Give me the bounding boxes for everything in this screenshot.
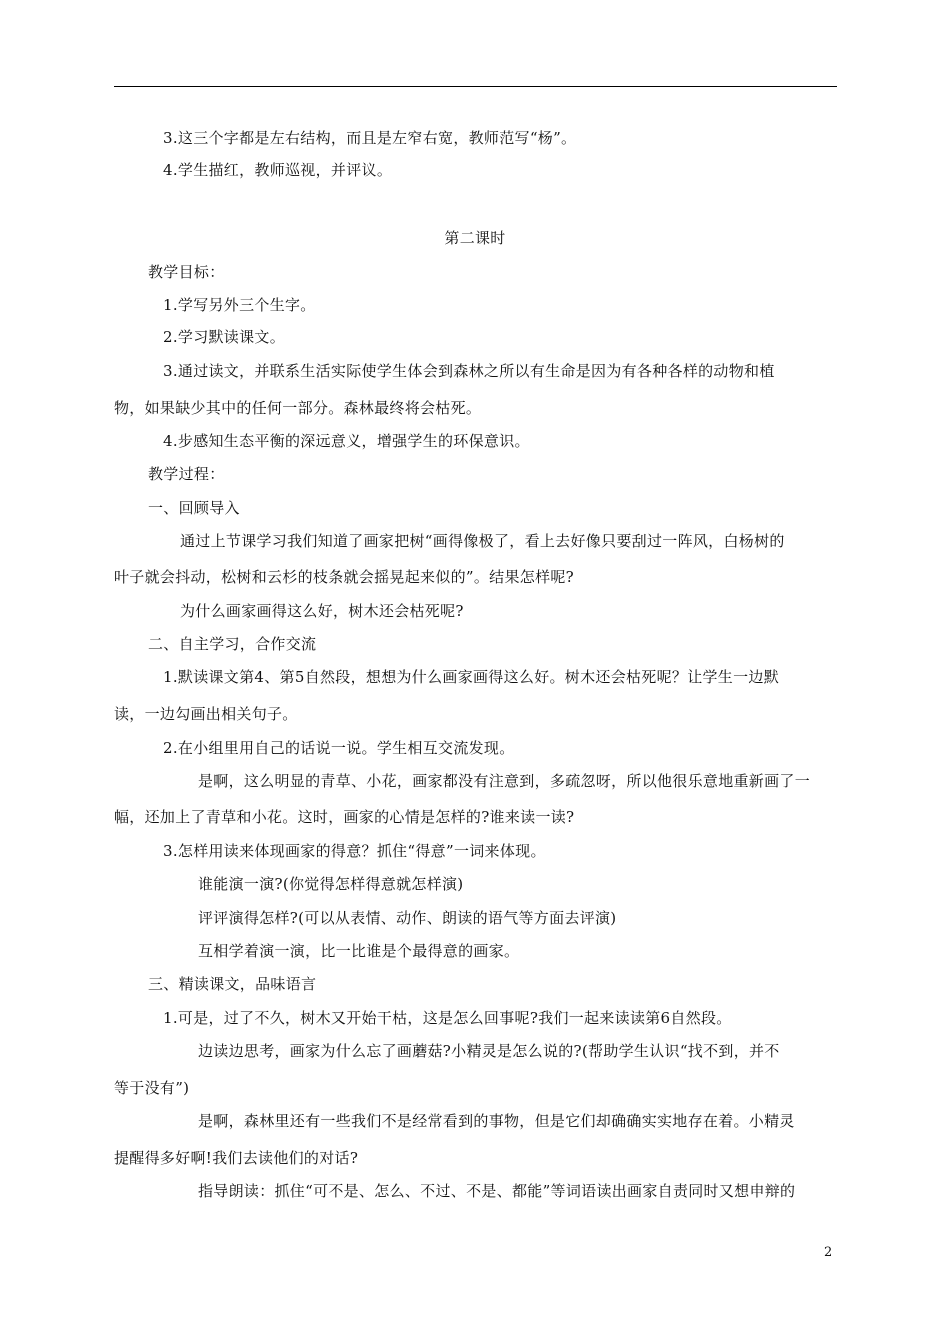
text-line: 叶子就会抖动，松树和云杉的枝条就会摇晃起来似的”。结果怎样呢? xyxy=(114,568,575,586)
text-line: 评评演得怎样?(可以从表情、动作、朗读的语气等方面去评演) xyxy=(198,909,617,927)
text-line: 1.默读课文第4、第5自然段，想想为什么画家画得这么好。树木还会枯死呢？让学生一边默 xyxy=(163,668,780,686)
text-line: 4.步感知生态平衡的深远意义，增强学生的环保意识。 xyxy=(163,432,530,450)
text-line: 物，如果缺少其中的任何一部分。森林最终将会枯死。 xyxy=(114,399,482,417)
text-line: 是啊，森林里还有一些我们不是经常看到的事物，但是它们却确确实实地存在着。小精灵 xyxy=(198,1112,795,1130)
text-line: 幅，还加上了青草和小花。这时，画家的心情是怎样的?谁来读一读? xyxy=(114,808,575,826)
text-line: 二、自主学习，合作交流 xyxy=(148,635,317,653)
text-line: 1.可是，过了不久，树木又开始干枯，这是怎么回事呢?我们一起来读读第6自然段。 xyxy=(163,1009,732,1027)
section-title: 第二课时 xyxy=(444,229,506,247)
text-line: 通过上节课学习我们知道了画家把树“画得像极了，看上去好像只要刮过一阵风，白杨树的 xyxy=(180,532,785,550)
text-line: 3.这三个字都是左右结构，而且是左窄右宽，教师范写“杨”。 xyxy=(163,129,577,147)
text-line: 2.在小组里用自己的话说一说。学生相互交流发现。 xyxy=(163,739,515,757)
text-line: 教学过程： xyxy=(148,465,225,483)
text-line: 一、回顾导入 xyxy=(148,499,240,517)
text-line: 为什么画家画得这么好，树木还会枯死呢? xyxy=(180,602,464,620)
text-line: 1.学写另外三个生字。 xyxy=(163,296,316,314)
text-line: 教学目标： xyxy=(148,263,225,281)
header-rule xyxy=(114,86,837,87)
text-line: 等于没有”) xyxy=(114,1079,190,1097)
text-line: 谁能演一演?(你觉得怎样得意就怎样演) xyxy=(198,875,464,893)
text-line: 读，一边勾画出相关句子。 xyxy=(114,705,298,723)
text-line: 提醒得多好啊!我们去读他们的对话? xyxy=(114,1149,359,1167)
text-line: 三、精读课文，品味语言 xyxy=(148,975,317,993)
text-line: 是啊，这么明显的青草、小花，画家都没有注意到，多疏忽呀，所以他很乐意地重新画了一 xyxy=(198,772,811,790)
text-line: 指导朗读：抓住“可不是、怎么、不过、不是、都能”等词语读出画家自责同时又想申辩的 xyxy=(198,1182,796,1200)
text-line: 2.学习默读课文。 xyxy=(163,328,286,346)
text-line: 3.通过读文，并联系生活实际使学生体会到森林之所以有生命是因为有各种各样的动物和植 xyxy=(163,362,775,380)
text-line: 边读边思考，画家为什么忘了画蘑菇?小精灵是怎么说的?(帮助学生认识“找不到，并不 xyxy=(198,1042,780,1060)
text-line: 4.学生描红，教师巡视，并评议。 xyxy=(163,161,393,179)
text-line: 3.怎样用读来体现画家的得意？抓住“得意”一词来体现。 xyxy=(163,842,546,860)
page-number: 2 xyxy=(824,1245,833,1260)
text-line: 互相学着演一演，比一比谁是个最得意的画家。 xyxy=(198,942,520,960)
